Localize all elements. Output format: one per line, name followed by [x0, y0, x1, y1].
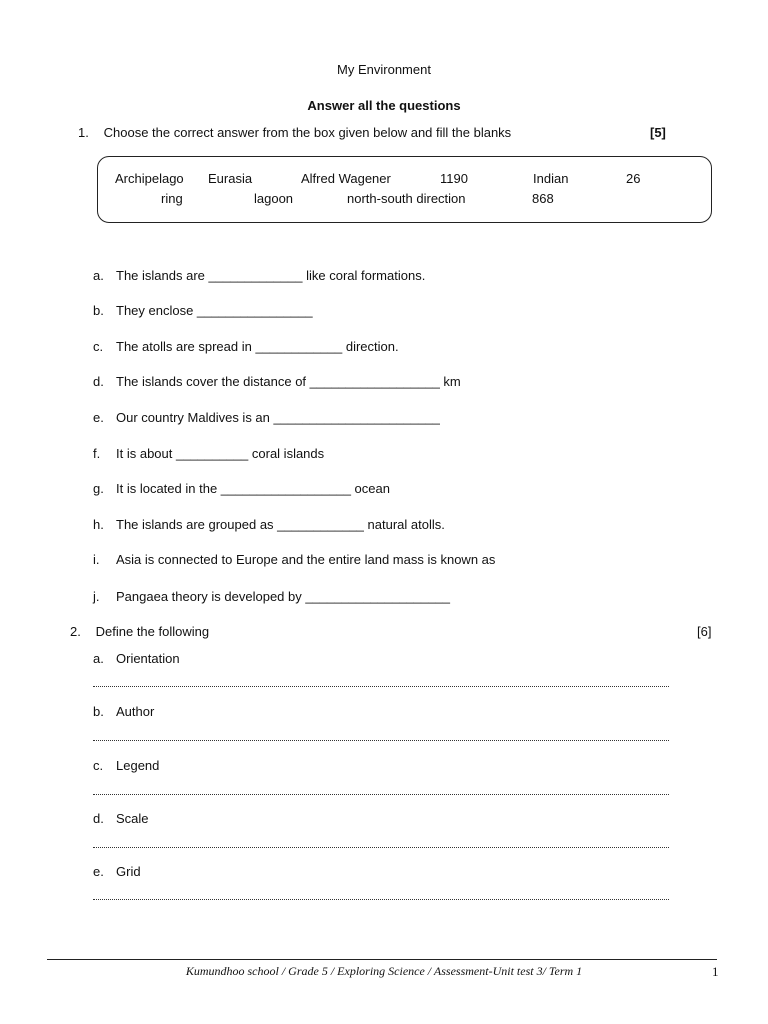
word-bank-word: ring: [161, 191, 183, 206]
item-label: c.: [93, 758, 104, 773]
question-1-prompt: [78, 125, 511, 140]
question-1-item-c: [93, 339, 399, 354]
question-1-item-b: [93, 303, 313, 318]
question-1-item-d: [93, 374, 461, 389]
word-bank-word: north-south direction: [347, 191, 466, 206]
word-bank-word: Alfred Wagener: [301, 171, 391, 186]
item-label: g.: [93, 481, 104, 496]
item-text: Grid: [116, 864, 141, 879]
question-2-item-e: [93, 864, 141, 879]
answer-line[interactable]: [93, 686, 669, 687]
question-1-item-h: [93, 517, 445, 532]
question-2-item-c: [93, 758, 159, 773]
word-bank-word: 868: [532, 191, 554, 206]
item-label: a.: [93, 651, 104, 666]
item-text: The islands cover the distance of __________________ km: [116, 374, 461, 389]
word-bank-word: 1190: [440, 171, 468, 186]
item-label: h.: [93, 517, 104, 532]
item-text: The islands are _____________ like coral formations.: [116, 268, 426, 283]
item-label: e.: [93, 410, 104, 425]
item-text: Pangaea theory is developed by ____________________: [116, 589, 450, 604]
word-bank-word: Eurasia: [208, 171, 253, 186]
item-text: Orientation: [116, 651, 180, 666]
item-text: Legend: [116, 758, 160, 773]
item-text: It is located in the __________________ ocean: [116, 481, 390, 496]
word-bank-word: Indian: [533, 171, 569, 186]
question-2-item-a: [93, 651, 180, 666]
question-1-item-a: [93, 268, 425, 283]
answer-line[interactable]: [93, 794, 669, 795]
question-1-item-i: [93, 552, 495, 567]
answer-line[interactable]: [93, 847, 669, 848]
item-label: d.: [93, 374, 104, 389]
item-text: Asia is connected to Europe and the entire land mass is known as: [116, 552, 496, 567]
question-2-item-b: [93, 704, 154, 719]
question-2-number: 2.: [70, 624, 81, 639]
answer-line[interactable]: [93, 740, 669, 741]
question-1-marks: [5]: [650, 125, 666, 140]
item-label: b.: [93, 704, 104, 719]
footer-divider: [47, 959, 717, 960]
item-label: f.: [93, 446, 101, 461]
question-2-item-d: [93, 811, 149, 826]
instructions-heading: Answer all the questions: [307, 98, 461, 113]
question-2-text: Define the following: [95, 624, 210, 639]
word-bank-word: Archipelago: [115, 171, 184, 186]
item-label: e.: [93, 864, 104, 879]
item-text: They enclose ________________: [116, 303, 313, 318]
page-footer: Kumundhoo school / Grade 5 / Exploring Science / Assessment-Unit test 3/ Term 1: [185, 964, 583, 978]
item-label: d.: [93, 811, 104, 826]
question-2-prompt: [70, 624, 209, 639]
question-1-item-f: [93, 446, 324, 461]
question-1-item-g: [93, 481, 390, 496]
question-1-number: 1.: [78, 125, 89, 140]
question-1-item-e: [93, 410, 440, 425]
item-label: j.: [93, 589, 100, 604]
word-bank-word: lagoon: [254, 191, 294, 206]
item-label: c.: [93, 339, 104, 354]
question-1-item-j: [93, 589, 450, 604]
item-text: Our country Maldives is an _______________________: [116, 410, 440, 425]
item-label: i.: [93, 552, 100, 567]
item-text: The atolls are spread in ____________ direction.: [116, 339, 399, 354]
question-1-text: Choose the correct answer from the box given below and fill the blanks: [103, 125, 512, 140]
page-number: 1: [712, 964, 719, 979]
item-text: Scale: [116, 811, 149, 826]
answer-line[interactable]: [93, 899, 669, 900]
item-text: It is about __________ coral islands: [116, 446, 325, 461]
item-text: Author: [116, 704, 155, 719]
item-label: a.: [93, 268, 104, 283]
word-bank-word: 26: [626, 171, 641, 186]
question-2-marks: [6]: [697, 624, 712, 639]
word-bank-box: [97, 156, 712, 223]
page-title: My Environment: [337, 62, 431, 77]
item-text: The islands are grouped as ____________ natural atolls.: [116, 517, 445, 532]
item-label: b.: [93, 303, 104, 318]
